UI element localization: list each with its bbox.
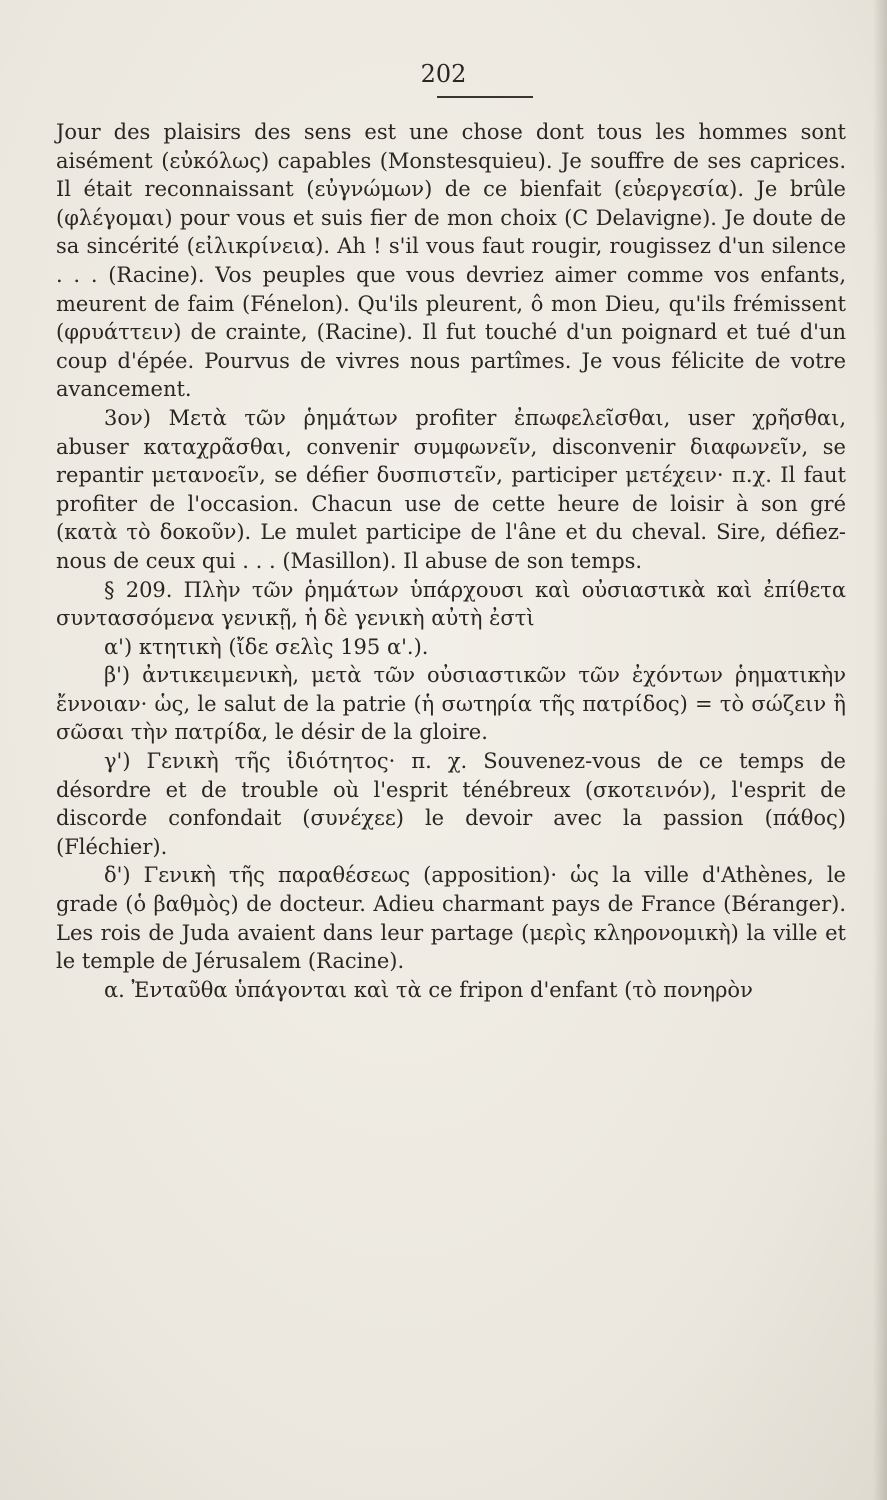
paragraph-verbs-genitive: 3ον) Μετὰ τῶν ῥημάτων profiter ἐπωφελεῖσθαι, user χρῆσθαι, abuser καταχρᾶσθαι, convenir συμφωνεῖν, disconvenir διαφωνεῖν, se repantir μετανοεῖν, se défier δυσπιστεῖν, participer μετέχειν· π.χ. Il faut profiter de l'occasion. Chacun use de cette heure de loisir à son gré (κατὰ τὸ δοκοῦν). Le mulet participe de l'âne et du cheval. Sire, défiez-nous de ceux qui . . . (Masillon). Il abuse de son temps.: [56, 405, 846, 573]
page-number-rule: [437, 96, 533, 98]
page-body: [56, 118, 846, 1004]
paragraph-apposition: δ') Γενικὴ τῆς παραθέσεως (apposition)· ὡς la ville d'Athènes, le grade (ὁ βαθμὸς) de docteur. Adieu charmant pays de France (Béranger). Les rois de Juda avaient dans leur partage (μερὶς κληρονομικὴ) la ville et le temple de Jérusalem (Racine).: [56, 863, 846, 974]
paragraph-note-alpha: α. Ἐνταῦθα ὑπάγονται καὶ τὰ ce fripon d'enfant (τὸ πονηρὸν: [104, 977, 753, 1002]
paragraph-section-209: § 209. Πλὴν τῶν ῥημάτων ὑπάρχουσι καὶ οὐσιαστικὰ καὶ ἐπίθετα συντασσόμενα γενικῇ, ἡ δὲ γενικὴ αὐτὴ ἐστὶ: [56, 577, 846, 631]
paragraph-objective: β') ἀντικειμενικὴ, μετὰ τῶν οὐσιαστικῶν τῶν ἐχόντων ῥηματικὴν ἔννοιαν· ὡς, le salut de la patrie (ἡ σωτηρία τῆς πατρίδος) = τὸ σώζειν ἢ σῶσαι τὴν πατρίδα, le désir de la gloire.: [56, 663, 846, 745]
page-number: 202: [420, 60, 467, 88]
paragraph-possessive: α') κτητικὴ (ἴδε σελὶς 195 α'.).: [104, 634, 429, 659]
paragraph-french-examples: Jour des plaisirs des sens est une chose dont tous les hommes sont aisément (εὐκόλως) capables (Monstesquieu). Je souffre de ses caprices. Il était reconnaissant (εὐγνώμων) de ce bienfait (εὐεργεσία). Je brûle (φλέγομαι) pour vous et suis fier de mon choix (C Delavigne). Je doute de sa sincérité (εἰλικρίνεια). Ah ! s'il vous faut rougir, rougissez d'un silence . . . (Racine). Vos peuples que vous devriez aimer comme vos enfants, meurent de faim (Fénelon). Qu'ils pleurent, ô mon Dieu, qu'ils frémissent (φρυάττειν) de crainte, (Racine). Il fut touché d'un poignard et tué d'un coup d'épée. Pourvus de vivres nous partîmes. Je vous félicite de votre avancement.: [56, 120, 846, 402]
page-edge-shadow: [873, 0, 887, 1500]
paragraph-quality: γ') Γενικὴ τῆς ἰδιότητος· π. χ. Souvenez-vous de ce temps de désordre et de trouble où l'esprit ténébreux (σκοτεινόν), l'esprit de discorde confondait (συνέχεε) le devoir avec la passion (πάθος) (Fléchier).: [56, 749, 846, 859]
